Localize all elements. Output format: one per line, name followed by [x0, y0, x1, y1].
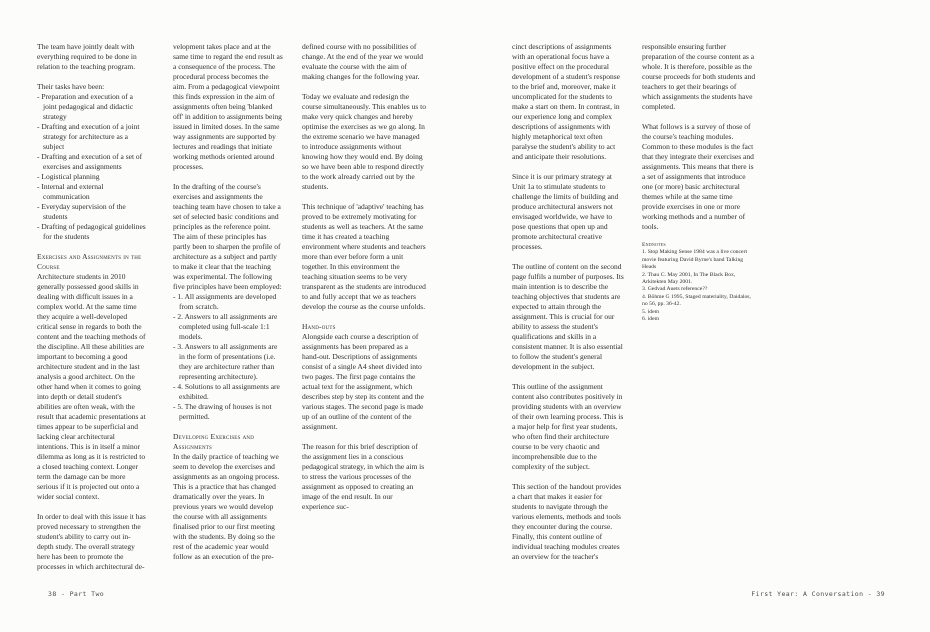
paragraph: Alongside each course a description of assignments has been prepared as a hand-out. Descriptions of assignments consist of a single A4 sheet divided into two pages. The first page contains the actual text for the assignment, which describes step by step its content and the various stages. The second page is made up of an outline of the content of the assignment. [302, 332, 424, 431]
dash-list [37, 92, 147, 242]
endnote: 4. Böhme G 1995, Staged materiality, Daidalos, no 56, pp. 36-42. [642, 293, 751, 308]
list-item: - 1. All assignments are developed from scratch. [173, 292, 277, 311]
paragraph: Their tasks have been: [37, 82, 105, 91]
paragraph: velopment takes place and at the same time to regard the end result as a consequence of the process. The procedural process becomes the aim. From a pedagogical viewpoint this finds expression in the aim of assignments often being 'blanked off' in addition to assignments being issued in limited doses. In the same way assignments are supported by lectures and readings that initiate working methods oriented around processes. [173, 42, 283, 171]
list-item: - 4. Solutions to all assignments are exhibited. [173, 382, 280, 401]
section-heading: Hand-outs [302, 322, 336, 331]
paragraph: Architecture students in 2010 generally possessed good skills in dealing with difficult issues in a complex world. At the same time they acquire a well-developed critical sense in regards to both the content and the teaching methods of the discipline. All these abilities are important to becoming a good architecture student and in the last analysis a good architect. On the other hand when it comes to going into depth or detail student's abilities are often weak, with the result that academic presentations at times appear to be superficial and lacking clear architectural intentions. This is in itself a minor dilemma as long as it is restricted to a closed teaching context. Longer term the damage can be more serious if it is projected out onto a wider social context. [37, 272, 146, 501]
paragraph: Since it is our primary strategy at Unit 1a to stimulate students to challenge the limits of building and produce architectural answers not envisaged worldwide, we have to pose questions that open up and promote architectural creative processes. [512, 172, 619, 251]
text-column-right-1 [512, 42, 626, 572]
text-column-left-1 [37, 42, 147, 582]
text-column-left-2 [173, 42, 283, 572]
section-heading: Exercises and Assignments in the Course [37, 252, 142, 271]
list-item: - Internal and external communication [37, 182, 104, 201]
paragraph: What follows is a survey of those of the course's teaching modules. Common to these modules is the fact that they integrate their exercises and assignments. This means that there is a set of assignments that introduce one (or more) basic architectural themes while at the same time provide exercises in one or more working methods and a number of tools. [642, 122, 754, 231]
list-item: - Everyday supervision of the students [37, 202, 126, 221]
paragraph: This section of the handout provides a chart that makes it easier for students to navigate through the various elements, methods and tools they encounter during the course. Finally, this content outline of individual teaching modules creates an overview for the teacher's [512, 482, 622, 561]
page-footer-left: 38 - Part Two [48, 590, 105, 598]
list-item: - 3. Answers to all assignments are in the form of presentations (i.e. they are architecture rather than representing architecture). [173, 342, 278, 381]
paragraph: This technique of 'adaptive' teaching has proved to be extremely motivating for students as well as teachers. At the same time it has created a teaching environment where students and teachers more than ever before form a unit together. In this environment the teaching situation seems to be very transparent as the students are introduced to and fully accept that we as teachers develop the course as the course unfolds. [302, 202, 426, 311]
paragraph: In the daily practice of teaching we seem to develop the exercises and assignments as an ongoing process. This is a practice that has changed dramatically over the years. In previous years we would develop the course with all assignments finalised prior to our first meeting with the students. By doing so the rest of the academic year would follow as an execution of the pre- [173, 452, 280, 561]
list-item: - Drafting and execution of a joint strategy for architecture as a subject [37, 122, 140, 151]
text-column-left-3 [302, 42, 426, 522]
section-heading: Developing Exercises and Assignments [173, 432, 255, 451]
paragraph: In the drafting of the course's exercises and assignments the teaching team have chosen to take a set of selected basic conditions and principles as the reference point. The aim of these principles has partly been to sharpen the profile of architecture as a subject and partly to make it clear that the teaching was experimental. The following five principles have been employed: [173, 182, 282, 291]
list-item: - Drafting of pedagogical guidelines for the students [37, 222, 146, 241]
paragraph: In order to deal with this issue it has proved necessary to strengthen the student's ability to carry out in-depth study. The overall strategy here has been to promote the processes in which architectural de- [37, 512, 146, 571]
paragraph: Today we evaluate and redesign the course simultaneously. This enables us to make very quick changes and hereby optimise the exercises as we go along. In the extreme scenario we have managed to introduce assignments without knowing how they would end. By doing so we have been able to respond directly to the work already carried out by the students. [302, 92, 426, 191]
page-right [465, 0, 930, 632]
paragraph: This outline of the assignment content also contributes positively in providing students with an overview of their own learning process. This is a major help for first year students, who often find their architecture course to be very chaotic and incomprehensible due to the complexity of the subject. [512, 382, 624, 471]
text-column-right-2 [642, 42, 756, 323]
endnote: 3. Gedvad Auets reference?? [642, 286, 708, 293]
list-item: - 5. The drawing of houses is not permitted. [173, 402, 272, 421]
paragraph: The outline of content on the second page fulfils a number of purposes. Its main intention is to describe the teaching objectives that students are expected to attain through the assignment. This is crucial for our ability to assess the student's qualifications and skills in a consistent manner. It is also essential to follow the student's general development in the subject. [512, 262, 624, 371]
paragraph: The team have jointly dealt with everything required to be done in relation to the teaching program. [37, 42, 137, 71]
list-item: - 2. Answers to all assignments are completed using full-scale 1:1 models. [173, 312, 278, 341]
endnote: 1. Stop Making Sense 1984 was a live concert movie featuring David Byrne's band Talking Heads [642, 249, 748, 271]
endnote: 6. idem [642, 316, 660, 323]
list-item: - Logistical planning [37, 172, 100, 181]
endnotes-heading: Endnotes [642, 242, 666, 248]
paragraph: defined course with no possibilities of change. At the end of the year we would evaluate the course with the aim of making changes for the following year. [302, 42, 423, 81]
endnote: 5. idem [642, 308, 660, 315]
dash-list [173, 292, 283, 422]
paragraph: The reason for this brief description of the assignment lies in a conscious pedagogical strategy, in which the aim is to stress the various processes of the assignment as opposed to creating an image of the end result. In our experience suc- [302, 442, 425, 511]
paragraph: cinct descriptions of assignments with an operational focus have a positive effect on the procedural development of a student's response to the brief and, moreover, make it uncomplicated for the students to make a start on them. In contrast, in our experience long and complex descriptions of assignments with highly metaphorical text often paralyse the student's ability to act and anticipate their resolutions. [512, 42, 620, 161]
list-item: - Preparation and execution of a joint pedagogical and didactic strategy [37, 92, 134, 121]
endnote: 2. Thau C. May 2001, In The Black Box, Arkitekten May 2001. [642, 271, 736, 286]
paragraph: responsible ensuring further preparation of the course content as a whole. It is therefore, possible as the course proceeds for both students and teachers to get their bearings of which assignments the students have completed. [642, 42, 756, 111]
page-footer-right: First Year: A Conversation - 39 [751, 590, 885, 598]
list-item: - Drafting and execution of a set of exercises and assignments [37, 152, 143, 171]
